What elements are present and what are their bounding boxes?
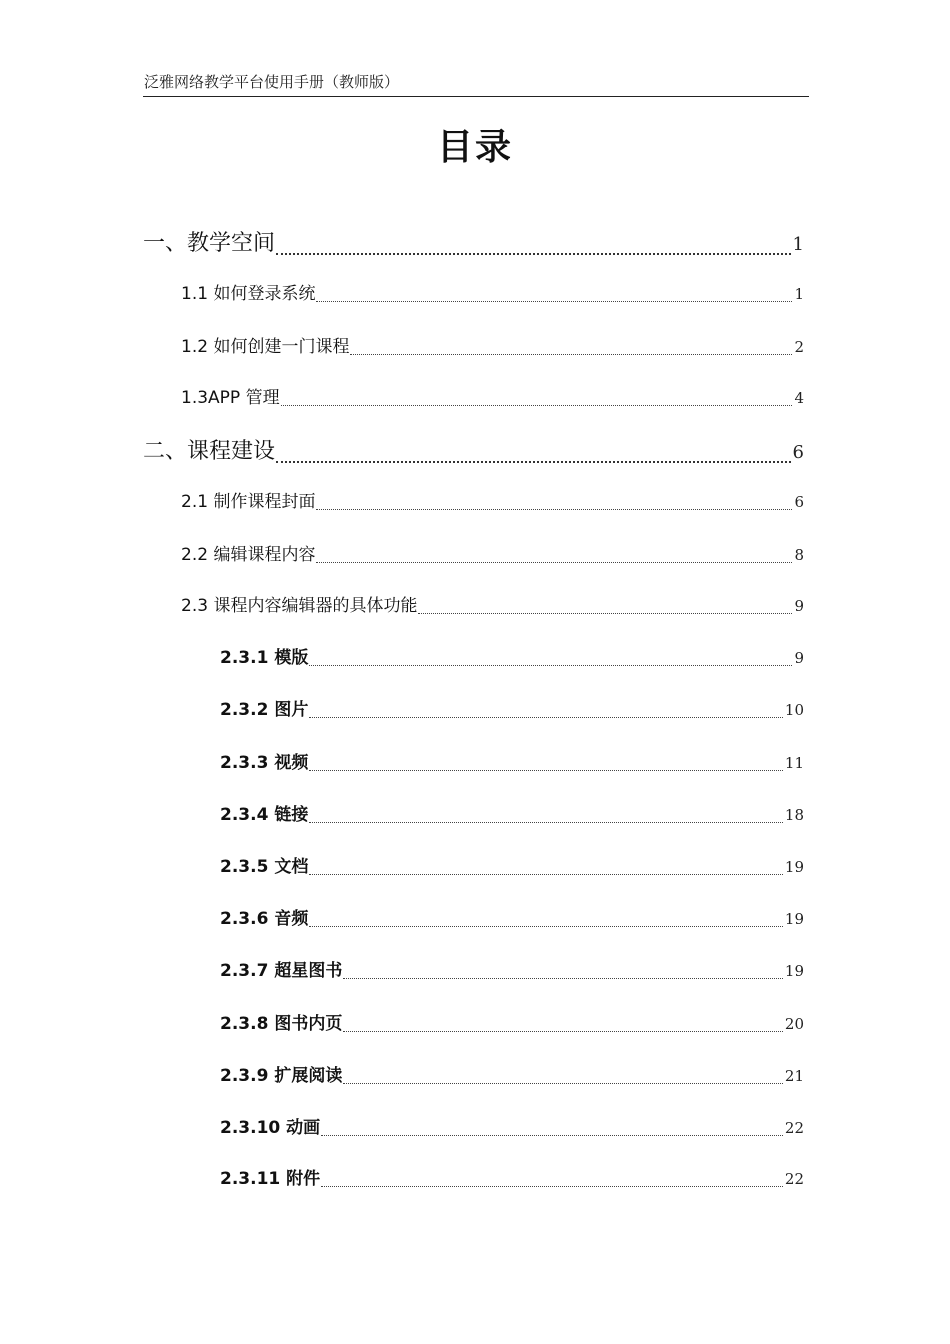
- toc-entry-page-number: 19: [784, 910, 804, 928]
- dot-leader: [309, 822, 783, 823]
- dot-leader: [321, 1135, 783, 1136]
- toc-entry-section-1-1[interactable]: [181, 282, 804, 306]
- toc-entry-page-number: 1: [792, 234, 804, 255]
- toc-entry-page-number: 6: [792, 442, 804, 463]
- toc-entry-subsection-2-3-9[interactable]: [220, 1064, 804, 1088]
- toc-entry-page-number: 22: [784, 1119, 804, 1137]
- toc-entry-page-number: 22: [784, 1170, 804, 1188]
- toc-entry-chapter-1[interactable]: [143, 229, 804, 260]
- toc-entry-subsection-2-3-6[interactable]: [220, 907, 804, 931]
- toc-entry-page-number: 11: [784, 754, 804, 772]
- dot-leader: [309, 770, 783, 771]
- toc-entry-title: 二、课程建设: [143, 439, 276, 464]
- dot-leader: [321, 1186, 783, 1187]
- toc-entry-page-number: 2: [794, 338, 804, 356]
- toc-entry-page-number: 19: [784, 962, 804, 980]
- toc-entry-subsection-2-3-11[interactable]: [220, 1167, 804, 1191]
- toc-entry-page-number: 20: [784, 1015, 804, 1033]
- toc-entry-title: 1.1 如何登录系统: [181, 284, 316, 304]
- dot-leader: [309, 926, 783, 927]
- toc-entry-page-number: 6: [794, 493, 804, 511]
- dot-leader: [343, 978, 783, 979]
- toc-entry-title: 1.3APP 管理: [181, 388, 280, 408]
- toc-entry-section-2-2[interactable]: [181, 543, 804, 567]
- toc-entry-title: 2.3.10 动画: [220, 1118, 321, 1138]
- toc-entry-page-number: 21: [784, 1067, 804, 1085]
- toc-entry-page-number: 9: [794, 649, 804, 667]
- toc-entry-section-1-3[interactable]: [181, 386, 804, 410]
- dot-leader: [309, 717, 783, 718]
- toc-entry-title: 2.2 编辑课程内容: [181, 545, 316, 565]
- toc-entry-page-number: 19: [784, 858, 804, 876]
- toc-entry-title: 2.3.8 图书内页: [220, 1014, 343, 1034]
- toc-entry-subsection-2-3-2[interactable]: [220, 698, 804, 722]
- dot-leader: [309, 874, 783, 875]
- toc-entry-title: 一、教学空间: [143, 231, 276, 256]
- dot-leader: [343, 1083, 783, 1084]
- dot-leader: [276, 253, 791, 255]
- toc-entry-subsection-2-3-10[interactable]: [220, 1116, 804, 1140]
- toc-entry-section-2-3[interactable]: [181, 594, 804, 618]
- toc-entry-chapter-2[interactable]: [143, 437, 804, 468]
- toc-entry-title: 2.3.3 视频: [220, 753, 309, 773]
- toc-entry-page-number: 10: [784, 701, 804, 719]
- toc-entry-page-number: 1: [794, 285, 804, 303]
- running-header-title: 泛雅网络教学平台使用手册（教师版）: [144, 73, 400, 91]
- toc-entry-title: 2.3.6 音频: [220, 909, 309, 929]
- toc-entry-page-number: 9: [794, 597, 804, 615]
- toc-heading: 目录: [436, 127, 513, 168]
- dot-leader: [350, 354, 792, 355]
- toc-entry-title: 2.3.7 超星图书: [220, 961, 343, 981]
- dot-leader: [281, 405, 793, 406]
- toc-entry-title: 1.2 如何创建一门课程: [181, 337, 350, 357]
- toc-entry-title: 2.3.4 链接: [220, 805, 309, 825]
- dot-leader: [418, 613, 792, 614]
- toc-entry-title: 2.3.1 模版: [220, 648, 309, 668]
- toc-entry-title: 2.3.11 附件: [220, 1169, 321, 1189]
- toc-entry-subsection-2-3-8[interactable]: [220, 1012, 804, 1036]
- toc-entry-section-1-2[interactable]: [181, 335, 804, 359]
- dot-leader: [316, 562, 792, 563]
- toc-entry-page-number: 4: [794, 389, 804, 407]
- toc-entry-subsection-2-3-1[interactable]: [220, 646, 804, 670]
- dot-leader: [276, 461, 791, 463]
- toc-entry-title: 2.3.5 文档: [220, 857, 309, 877]
- toc-entry-page-number: 18: [784, 806, 804, 824]
- toc-entry-subsection-2-3-7[interactable]: [220, 959, 804, 983]
- dot-leader: [343, 1031, 783, 1032]
- toc-entry-page-number: 8: [794, 546, 804, 564]
- toc-entry-title: 2.3 课程内容编辑器的具体功能: [181, 596, 418, 616]
- toc-entry-title: 2.1 制作课程封面: [181, 492, 316, 512]
- toc-entry-section-2-1[interactable]: [181, 490, 804, 514]
- toc-entry-title: 2.3.9 扩展阅读: [220, 1066, 343, 1086]
- toc-entry-subsection-2-3-5[interactable]: [220, 855, 804, 879]
- dot-leader: [309, 665, 792, 666]
- toc-entry-subsection-2-3-3[interactable]: [220, 751, 804, 775]
- toc-entry-subsection-2-3-4[interactable]: [220, 803, 804, 827]
- dot-leader: [316, 509, 792, 510]
- dot-leader: [316, 301, 792, 302]
- page-header: [143, 70, 809, 97]
- toc-entry-title: 2.3.2 图片: [220, 700, 309, 720]
